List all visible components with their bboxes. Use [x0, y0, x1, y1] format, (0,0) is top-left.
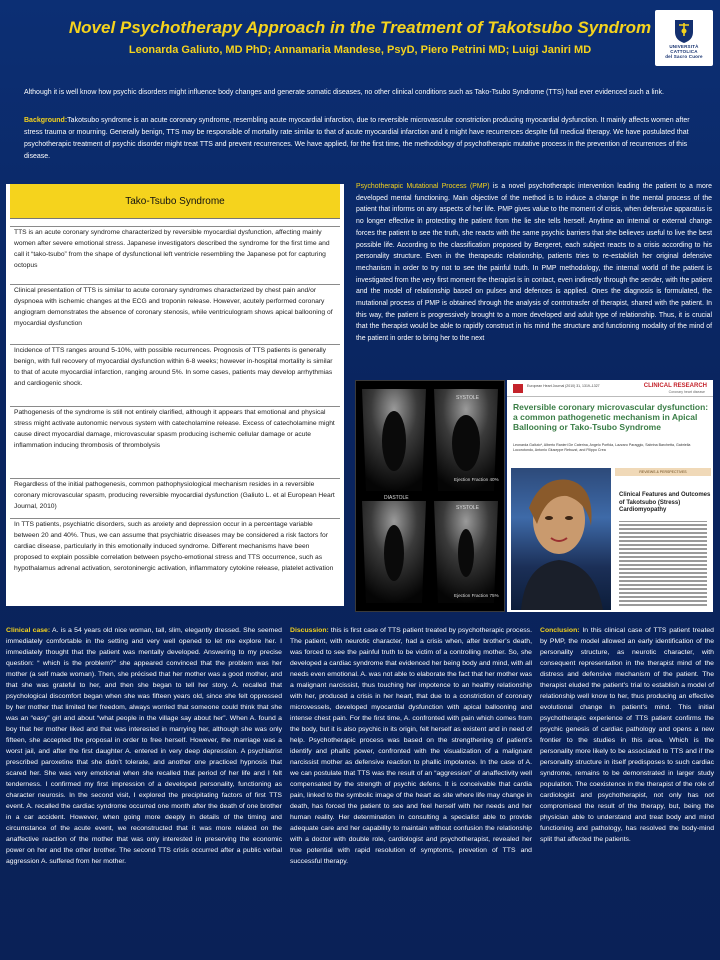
echo-label-systole-bottom: SYSTOLE	[456, 505, 479, 511]
poster-authors: Leonarda Galiuto, MD PhD; Annamaria Mandese, PsyD, Piero Petrini MD; Luigi Janiri MD	[128, 44, 592, 56]
echo-label-ef-followup: Ejection Fraction 75%	[454, 593, 499, 598]
discussion-section	[290, 625, 532, 867]
echo-label-diastole: DIASTOLE	[384, 495, 409, 501]
discussion-label: Discussion:	[290, 627, 329, 634]
tako-cell-psychiatric: In TTS patients, psychiatric disorders, such as anxiety and depression occur in a percentage variable between 20 and 40%. Thus, we can assume that psychiatric diseases may be considered a risk factors for cardiac disease, particularly in this emotionally induced syndrome. Different mechanisms have been proposed to explain possible correlation between psycho-emotional stress and TTS occurrence, such as hypothalamus adrenal activation, serotoninergic activation, inflammatory cytokine release, platelet activation	[10, 518, 340, 574]
pmp-text: is a novel psychotherapic intervention leading the patient to a more developed mental functioning. Main objective of the method is to induce a change in the mental process of the patient that informs on any aspects of her life. PMP gives value to the moment of crisis, when defensive apparatus is no longer effective in protecting the patient from the lie she tells herself. Anytime an internal or external change forces the patient to see the truth, she reacts with the same psychic barriers that she believes useful to live the best possible life. According to the classification proposed by Bergeret, each subject reacts to a crisis according to his personality structure. Even in the therapeutic relationship, patients tries to re-establish her original defensive mechanism in order to try not to see the painful truth. In PMP methodology, the internal world of the patient is investigated from the very first moment the therapist is in contact, even indirectly through the sender, with the patient and the model of relationship based on pulses and defences is applied. Ones the diagnosis is formulated, the mutational process of PMP is obtained through the analysis of controtrasfer of therapist, shared with the patient. In this way, the patient is progressively brought to a more developed and adult type of relationship. Thus, it is crucial that the therapist would be able to rapidly construct in his mind the structure and functioning modality of the mind of the patient in order to bring her to the next	[356, 183, 712, 343]
tako-cell-mechanism: Regardless of the initial pathogenesis, common pathophysiological mechanism resides in a reversible coronary microvascular spasm, producing reversible myocardial dysfunction (Galiuto L. et al European Heart Journal, 2010)	[10, 478, 340, 512]
tako-cell-incidence: Incidence of TTS ranges around 5-10%, with possible recurrences. Prognosis of TTS patients is generally benign, with full recovery of myocardial dysfunction within 6-8 weeks; however in-hospital mortality is similar to that of acute myocardial infarction, ranging around 5%. In some cases, patients may develop arrhythmias and cardiogenic shock.	[10, 344, 340, 389]
journal-logo-icon	[513, 384, 523, 393]
conclusion-text: In this clinical case of TTS patient treated by PMP, the model allowed an early identification of the personality structure, as neurotic character, with consequent representation in the therapist mind of the distress and defensive mechanism of the patient. The therapist eluded the patient’s trial to establish a model of relationship well know to her, thus producing an effective evolutional change in patient’s mind. This initial psychotherapic experience of TTS patient confirms the psychic genesis of cardiac pathology and opens a new frontier to the studies in this area. Which is the personality more likely to be associated to TTS and if the personality structure in itself predisposes to such cardiac syndrome, remains to be demonstrated in larger study population. The coexistence in the therapist of the role of cardiologist and psychotherapist, not only has not compromised the result of the therapy, but, being the physician able to understand and treat body and mind functioning and pathology, has resolved the body-mind split that affected the patients.	[540, 627, 714, 843]
figures-area	[355, 380, 713, 612]
tako-cell-clinical: Clinical presentation of TTS is similar to acute coronary syndromes characterized by chest pain and/or dyspnoea with ischemic changes at the ECG and troponin release. However, acutely performed coronary angiogram demonstrates the absence of coronary stenosis, while ventriculogram shows apical ballooning of myocardial dysfunction	[10, 284, 340, 329]
journal-article-title: Reversible coronary microvascular dysfunction: a common pathogenetic mechanism in Apical Ballooning or Tako-Tsubo Syndrome	[513, 402, 709, 432]
review-article-title: Clinical Features and Outcomes of Takotsubo (Stress) Cardiomyopathy	[619, 492, 711, 513]
journal-section: CLINICAL RESEARCH	[643, 383, 707, 389]
journal-header	[507, 380, 713, 397]
journal-caption: European Heart Journal (2010) 31, 1319–1327	[527, 384, 600, 388]
woman-photo	[511, 468, 611, 610]
echo-label-systole-top: SYSTOLE	[456, 395, 479, 401]
tako-cell-pathogenesis: Pathogenesis of the syndrome is still not entirely clarified, although it appears that emotional and physical stress might activate autonomic nervous system with catecholamine release. Excess of catecholamine might cause direct myocardial damage, microvascular spasm producing ischemic cellular damage or acute inflammation inducing thrombosis of thrombolysis	[10, 406, 340, 451]
pmp-label: Psychotherapic Mutational Process (PMP)	[356, 183, 490, 190]
tako-tsubo-panel	[6, 184, 344, 606]
logo-line-2: CATTOLICA	[670, 48, 698, 54]
echo-figure	[355, 380, 505, 612]
conclusion-section	[540, 625, 714, 845]
university-logo	[655, 10, 713, 66]
logo-line-1: UNIVERSITÀ	[669, 43, 699, 49]
review-text-lines	[615, 521, 711, 606]
echo-panel-top-left	[362, 389, 426, 491]
background-text: Takotsubo syndrome is an acute coronary syndrome, resembling acute myocardial infarction, due to reversible microvascular constriction producing myocardial dysfunction. It mainly affects women after stress trauma or mourning. Generally benign, TTS may be responsible of mortality rate similar to that of acute myocardial infarction and it might have recurrences despite full medical therapy. We have postulated that psychotherapic treatment of psychic disorder might treat TTS and prevent recurrences. We have applied, for the first time, the methodology of psychotherapic mutative process in the prevention of recurrences of this disease.	[24, 117, 690, 160]
pmp-section	[356, 181, 712, 345]
background-section	[24, 115, 704, 163]
clinical-case-text: A. is a 54 years old nice woman, tall, slim, elegantly dressed. She seemed immediately comfortable in the setting and very well opened to let me explore her. I immediately thought that the patient was mentally developed. Answering to my precise question: “ which is the problem?” she appeared convinced that the problem was her mother (a self made woman). Then, she précised that her mother was a good mother, and that she was grateful to her, and then she began to tell her story. A. recalled that psychological discomfort began when she was fifteen years old, since she felt oppressed by her mother that limited her freedom, always worried that someone could think that she was an “easy” girl and about “what people in the village say about her”. When A. found a boy that her mother liked and that was interested in marrying her, although she was only fifteen, she accepted the proposal in order to free herself. However, the marriage was a worst jail, and after the first daughter A. entered in very deep depression. A psychiatrist prescribed paroxetine that she didn’t tolerate, and another one practiced hypnosis that scared her. She was very emotional when she recalled that period of her life and I felt tenderness. I confirmed my first impression of a developed personality, functioning as character neurosis. In the second visit, I explored the precipitating factors of first TTS event. A. recalled the cardiac syndrome occurred one month after the death of one brother in a car accident. However, when going more deeply in details of the timing and circumstance of the acute event, we reconstructed that it was more related on the anaffective reaction of the mother that was only interested in preserving the economic power on her and the other brother. The second TTS crisis occurred after a public verbal aggression A. suffered from her mother.	[6, 627, 282, 865]
tako-cell-definition: TTS is an acute coronary syndrome characterized by reversible myocardial dysfunction, affecting mainly women after severe emotional stress. Japanese investigators described the syndrome for the first time and call it “tako-tsubo” from the shape of dysfunctional left ventricle resembling the Japanese pot for capturing octopus	[10, 226, 340, 271]
clinical-case-section	[6, 625, 282, 867]
echo-panel-top-right	[434, 389, 498, 491]
echo-panel-bottom-right	[434, 501, 498, 603]
discussion-text: this is first case of TTS patient treated by psychotherapic process. The patient, with neurotic character, had a crisis when, after brother’s death, was forced to see the painful truth to be victim of a controlling mother. So, she developed a cardiac syndrome that evidenced her being body and mind, with all needs even emotional. A. was not able to elaborate the fact that her mother was a malignant narcissist, thus touching her impotence to an healthy relationship with her, produced a crisis in her heart, that due to a constriction of coronary microvessels, developed myocardial dysfunction with apical ballooning and intense chest pain. For the first time, A. confronted with pain which comes from the body, but it is also psychic in its origin, felt herself as existent and in need of help. Psychotherapic process was based on the strengthening of patient’s identify and phallic power, confronted with the visualization of a malignant narcissist mother as defensive reaction to phallic impotence. In the case of A. we can postulate that TTS was the result of an “aggression” of anaffectivity well compensated by the strength of psychic defens. It is conceivable that cardia pain, linked to the symbolic image of the heart as site where life may change in death, has forced the patient to see and feel herself with her needs and her human reality. Her determination in consulting a specialist able to provide adequate care and her capability to maintain without confusion the relationship with a doctor with double role, cardiologist and psychotherapist, revealed her true potential with rapid resolution of symptoms, prevetion of TTS and successful therapy.	[290, 627, 532, 865]
review-banner: REVIEWS & PERSPECTIVES	[615, 468, 711, 476]
journal-figure	[507, 380, 713, 612]
journal-article-authors: Leonarda Galiuto*, Alberto Ranieri De Caterina, Angelo Porfida, Lazzaro Paraggio, Sabrina Barchetta, Gabriella Locorotondo, Antonio Giuseppe Rebuzzi, and Filippo Crea	[513, 443, 691, 452]
conclusion-label: Conclusion:	[540, 627, 580, 634]
poster-title: Novel Psychotherapy Approach in the Treatment of Takotsubo Syndrom	[68, 18, 652, 37]
university-crest-icon	[673, 18, 695, 44]
review-article-thumb	[615, 468, 711, 610]
clinical-case-label: Clinical case:	[6, 627, 51, 634]
journal-subsection: Coronary heart disease	[668, 390, 705, 394]
intro-text: Although it is well know how psychic disorders might influence body changes and generate somatic diseases, no other clinical conditions such as Tako-Tsubo Syndrome (TTS) had ever evidenced such a link.	[24, 89, 664, 96]
background-label: Background:	[24, 117, 68, 124]
tako-tsubo-heading: Tako-Tsubo Syndrome	[10, 184, 340, 219]
logo-line-3: del Sacro Cuore	[665, 53, 703, 59]
echo-panel-bottom-left	[362, 501, 426, 603]
echo-label-ef-acute: Ejection Fraction 40%	[454, 477, 499, 482]
